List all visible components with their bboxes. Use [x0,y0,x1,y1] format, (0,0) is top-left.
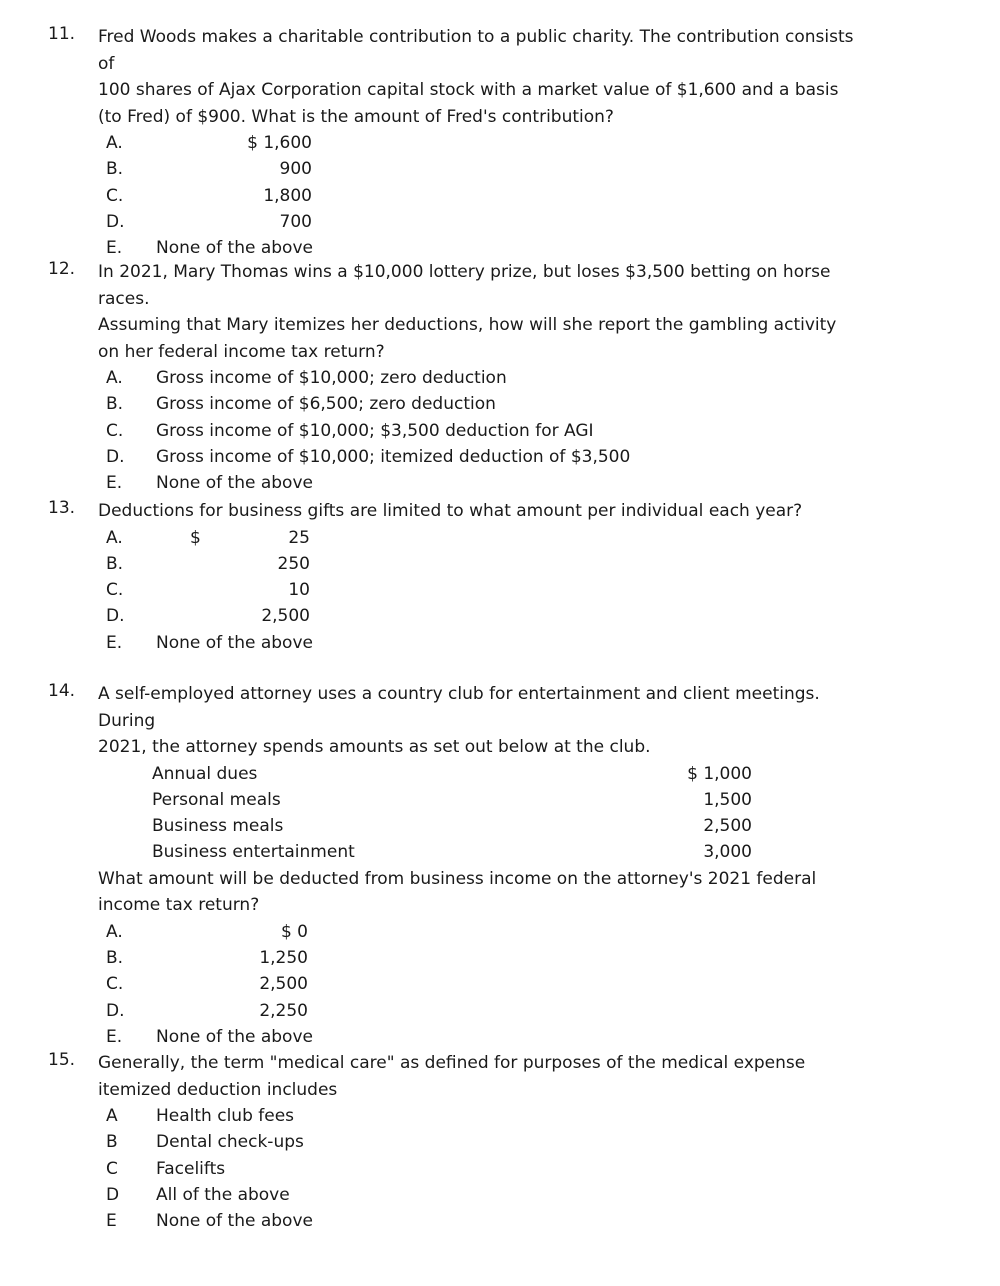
option-e [106,630,868,656]
option-b [106,1129,868,1155]
stem-line: income tax return? [98,895,260,916]
expense-row [152,813,752,839]
question-number: 14. [48,681,76,701]
stem-line: 100 shares of Ajax Corporation capital stock with a market value of $1,600 and a basis [98,80,839,100]
answer-options [106,130,868,261]
option-b [106,945,868,971]
option-d [106,209,868,235]
option-letter: C [106,1158,118,1179]
question-14 [48,681,868,1050]
expense-amount: 2,500 [703,816,752,837]
option-letter: A. [106,368,123,388]
stem-line: itemized deduction includes [98,1079,338,1100]
stem-line: Generally, the term "medical care" as defined for purposes of the medical expense [98,1053,806,1073]
answer-options [106,365,868,496]
stem-line: In 2021, Mary Thomas wins a $10,000 lottery prize, but loses $3,500 betting on horse races. [98,262,831,309]
option-letter: E [106,1211,117,1232]
stem-line: Deductions for business gifts are limited to what amount per individual each year? [98,501,803,521]
option-letter: A [106,1106,118,1126]
option-a [106,130,868,156]
option-letter: B [106,1132,118,1153]
option-d [106,1182,868,1208]
stem-line: A self-employed attorney uses a country club for entertainment and client meetings. During [98,684,820,731]
option-value: Health club fees [156,1106,295,1126]
option-value: 700 [279,211,312,232]
option-c [106,183,868,209]
option-value: Gross income of $10,000; $3,500 deduction for AGI [156,420,594,441]
option-c [106,1156,868,1182]
option-d [106,603,868,629]
question-number: 12. [48,259,76,279]
option-value: Facelifts [156,1158,226,1179]
question-number: 13. [48,498,76,518]
option-value: 900 [279,159,312,180]
question-stem [98,1050,868,1103]
option-value: None of the above [156,238,313,259]
option-b [106,391,868,417]
question-number: 15. [48,1050,76,1070]
option-d [106,444,868,470]
option-letter: A. [106,527,123,548]
option-letter: C. [106,185,124,206]
option-c [106,577,868,603]
option-value: Gross income of $10,000; zero deduction [156,368,507,388]
option-value: None of the above [156,1211,313,1232]
option-value: Dental check-ups [156,1132,304,1153]
expense-amount: $ 1,000 [687,763,752,784]
option-e [106,235,868,261]
option-value: 1,800 [263,185,312,206]
dollar-sign: $ [190,527,201,548]
stem-line: (to Fred) of $900. What is the amount of Fred's contribution? [98,106,614,127]
option-value: 10 [288,580,310,601]
expense-amount: 1,500 [703,789,752,810]
option-letter: D. [106,211,125,232]
option-letter: D. [106,1000,125,1021]
option-value: Gross income of $6,500; zero deduction [156,394,496,415]
option-letter: E. [106,473,123,494]
option-value: $ 1,600 [247,133,312,153]
question-stem [98,259,868,365]
option-letter: D. [106,606,125,627]
question-stem [98,681,868,761]
option-e [106,1208,868,1234]
option-letter: B. [106,394,124,415]
expense-label: Business meals [152,816,284,837]
option-value: 1,250 [259,947,308,968]
option-c [106,418,868,444]
option-value [156,525,310,551]
expense-row [152,787,752,813]
question-11 [48,24,868,261]
expense-label: Personal meals [152,789,281,810]
question-stem [98,498,868,525]
option-value: 2,250 [259,1000,308,1021]
option-a [106,365,868,391]
stem-line: What amount will be deducted from business income on the attorney's 2021 federal [98,868,817,889]
option-amount: 25 [288,527,310,548]
option-value: None of the above [156,1026,313,1047]
option-value: 250 [277,553,310,574]
option-letter: C. [106,974,124,995]
option-letter: B. [106,159,124,180]
option-letter: E. [106,238,123,259]
option-value: None of the above [156,473,313,494]
option-value: 2,500 [261,606,310,627]
expense-label: Annual dues [152,763,258,784]
option-letter: A. [106,133,123,153]
question-12 [48,259,868,496]
option-value: Gross income of $10,000; itemized deduction of $3,500 [156,446,631,467]
stem-line: Fred Woods makes a charitable contribution to a public charity. The contribution consists of [98,27,854,74]
option-a [106,919,868,945]
stem-line: 2021, the attorney spends amounts as set out below at the club. [98,737,651,757]
stem-line: Assuming that Mary itemizes her deductions, how will she report the gambling activity [98,315,837,335]
expense-row [152,761,752,787]
option-c [106,971,868,997]
option-value: 2,500 [259,974,308,995]
option-value: None of the above [156,632,313,653]
question-15 [48,1050,868,1234]
option-letter: D. [106,446,125,467]
option-letter: B. [106,553,124,574]
option-letter: B. [106,947,124,968]
option-letter: C. [106,580,124,601]
stem-line: on her federal income tax return? [98,341,385,362]
option-a [106,1103,868,1129]
option-letter: E. [106,632,123,653]
option-letter: E. [106,1026,123,1047]
option-letter: D [106,1184,120,1205]
question-13 [48,498,868,656]
question-number: 11. [48,24,76,44]
answer-options [106,525,868,656]
answer-options [106,1103,868,1234]
expense-row [152,839,752,865]
question-stem [98,24,868,130]
option-e [106,1024,868,1050]
option-value: All of the above [156,1184,290,1205]
expense-amount: 3,000 [703,842,752,863]
option-letter: C. [106,420,124,441]
option-b [106,551,868,577]
option-b [106,156,868,182]
answer-options [106,919,868,1050]
option-letter: A. [106,921,123,942]
option-a [106,525,868,551]
option-value: $ 0 [280,921,308,942]
option-e [106,470,868,496]
option-d [106,998,868,1024]
expense-label: Business entertainment [152,842,355,863]
expense-table [152,761,752,866]
question-stem-continued [98,866,868,919]
